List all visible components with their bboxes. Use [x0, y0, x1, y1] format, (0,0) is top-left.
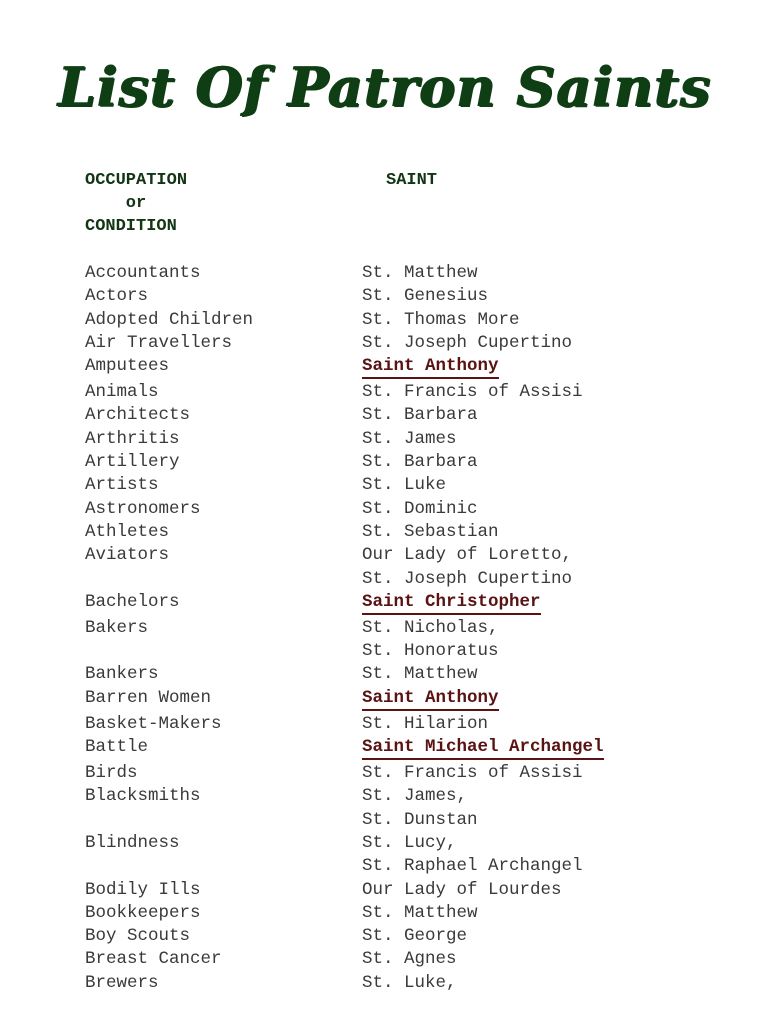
occupation-label: Aviators — [85, 545, 170, 566]
occupation-label: Basket-Makers — [85, 713, 222, 734]
saint-cell — [362, 925, 467, 948]
list-item — [85, 498, 725, 521]
saint-name: St. Barbara — [362, 452, 478, 473]
list-item — [85, 925, 725, 948]
saint-name: St. Luke, — [362, 972, 457, 993]
saint-cell — [362, 948, 457, 971]
saint-name: St. Matthew — [362, 902, 478, 923]
saint-cell — [362, 663, 478, 686]
list-item — [85, 713, 725, 736]
saint-cell — [362, 262, 478, 285]
list-item — [85, 879, 725, 902]
list-item — [85, 972, 725, 995]
occupation-header-line: OCCUPATION — [85, 171, 188, 190]
list-item — [85, 309, 725, 332]
list-item — [85, 404, 725, 427]
saint-cell — [362, 381, 583, 404]
saint-cell — [362, 474, 446, 497]
occupation-label: Artists — [85, 475, 159, 496]
occupation-label: Barren Women — [85, 687, 212, 708]
list-item — [85, 262, 725, 285]
page-title: List Of Patron Saints — [57, 55, 711, 119]
saint-cell — [362, 309, 520, 332]
saint-name: St. Joseph Cupertino — [362, 332, 573, 353]
saint-cell — [362, 332, 572, 355]
saint-cell — [362, 762, 583, 785]
occupation-label: Astronomers — [85, 498, 201, 519]
saint-cell — [362, 785, 478, 832]
list-item — [85, 355, 725, 381]
occupation-label: Architects — [85, 405, 191, 426]
saint-cell — [362, 285, 488, 308]
list-item — [85, 663, 725, 686]
occupation-label: Artillery — [85, 452, 180, 473]
saint-name: St. James, — [362, 786, 468, 807]
saint-cell — [362, 736, 604, 762]
saint-cell — [362, 404, 478, 427]
occupation-label: Brewers — [85, 972, 159, 993]
saint-cell — [362, 617, 499, 664]
occupation-header-line: CONDITION — [85, 217, 177, 236]
saint-name: St. Sebastian — [362, 521, 499, 542]
saint-name: St. Matthew — [362, 263, 478, 283]
occupation-label: Accountants — [85, 263, 201, 283]
saint-cell — [362, 902, 478, 925]
saint-link[interactable]: Saint Anthony — [362, 688, 499, 711]
saint-name: St. Matthew — [362, 664, 478, 685]
saint-cell — [362, 832, 583, 879]
occupation-label: Animals — [85, 382, 159, 403]
occupation-label: Bookkeepers — [85, 902, 201, 923]
list-item — [85, 785, 725, 832]
saint-cell — [362, 521, 499, 544]
saint-name: St. Barbara — [362, 405, 478, 426]
list-item — [85, 521, 725, 544]
occupation-label: Blindness — [85, 832, 180, 853]
saint-link[interactable]: Saint Anthony — [362, 356, 499, 379]
occupation-column-header — [85, 169, 187, 238]
occupation-label: Bodily Ills — [85, 879, 201, 900]
saint-cell — [362, 713, 488, 736]
saint-name: St. Raphael Archangel — [362, 856, 583, 877]
occupation-label: Athletes — [85, 521, 170, 542]
list-item — [85, 381, 725, 404]
list-item — [85, 544, 725, 591]
list-item — [85, 474, 725, 497]
saint-name: St. Lucy, — [362, 832, 457, 853]
saint-name: St. Francis of Assisi — [362, 763, 583, 784]
list-item — [85, 948, 725, 971]
saint-cell — [362, 428, 457, 451]
occupation-label: Arthritis — [85, 428, 180, 449]
saint-link[interactable]: Saint Christopher — [362, 592, 541, 615]
saint-name: Our Lady of Lourdes — [362, 879, 562, 900]
occupation-label: Bankers — [85, 664, 159, 685]
list-item — [85, 687, 725, 713]
occupation-label: Breast Cancer — [85, 949, 222, 970]
list-item — [85, 617, 725, 664]
list-item — [85, 451, 725, 474]
occupation-label: Actors — [85, 286, 149, 307]
saint-name: St. Luke — [362, 475, 447, 496]
list-item — [85, 832, 725, 879]
list-item — [85, 285, 725, 308]
saint-cell — [362, 687, 499, 713]
saint-cell — [362, 544, 572, 591]
saint-name: St. Honoratus — [362, 641, 499, 662]
occupation-label: Amputees — [85, 356, 170, 377]
saint-name: St. Dunstan — [362, 809, 478, 830]
list-item — [85, 762, 725, 785]
saint-cell — [362, 451, 478, 474]
saint-cell — [362, 498, 478, 521]
occupation-label: Battle — [85, 737, 149, 758]
saint-cell — [362, 879, 562, 902]
saint-name: St. Joseph Cupertino — [362, 568, 573, 589]
occupation-label: Air Travellers — [85, 332, 233, 353]
occupation-label: Blacksmiths — [85, 786, 201, 807]
saint-name: St. Genesius — [362, 286, 489, 307]
saint-name: St. Dominic — [362, 498, 478, 519]
saint-column-header: SAINT — [386, 171, 438, 190]
occupation-header-line: or — [85, 194, 147, 213]
list-item — [85, 591, 725, 617]
saint-name: St. James — [362, 428, 457, 449]
saint-name: St. Hilarion — [362, 713, 489, 734]
saint-cell — [362, 355, 499, 381]
saint-name: Our Lady of Loretto, — [362, 545, 573, 566]
occupation-label: Bakers — [85, 617, 149, 638]
list-item — [85, 332, 725, 355]
occupation-label: Birds — [85, 763, 138, 784]
saint-cell — [362, 972, 457, 995]
saint-name: St. George — [362, 926, 468, 947]
patron-saints-list — [85, 262, 725, 995]
saint-cell — [362, 591, 541, 617]
occupation-label: Adopted Children — [85, 309, 254, 330]
occupation-label: Bachelors — [85, 591, 180, 612]
saint-name: St. Agnes — [362, 949, 457, 970]
saint-link[interactable]: Saint Michael Archangel — [362, 737, 604, 760]
saint-name: St. Francis of Assisi — [362, 382, 583, 403]
list-item — [85, 902, 725, 925]
list-item — [85, 428, 725, 451]
saint-name: St. Nicholas, — [362, 617, 499, 638]
list-item — [85, 736, 725, 762]
occupation-label: Boy Scouts — [85, 926, 191, 947]
saint-name: St. Thomas More — [362, 309, 520, 330]
